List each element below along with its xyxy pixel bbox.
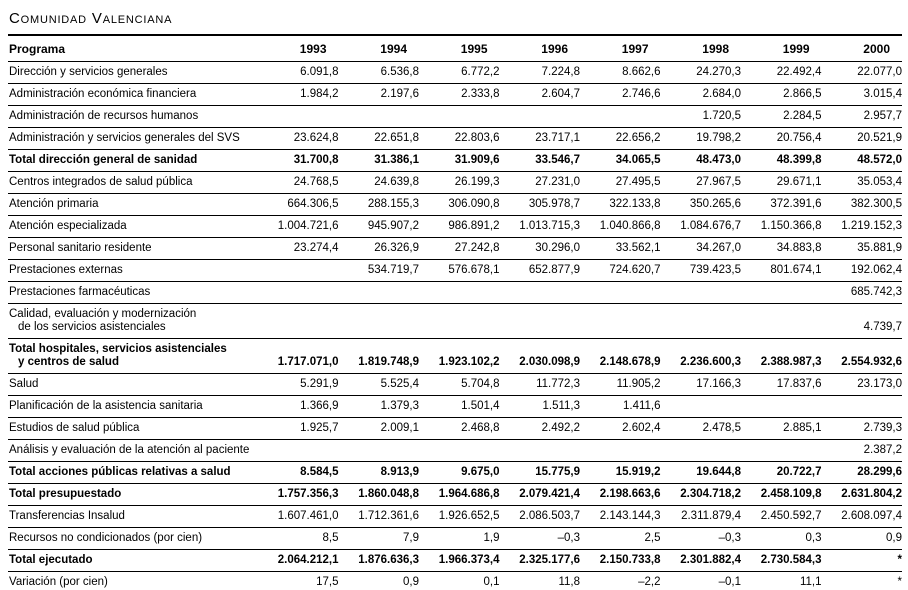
value-cell [661,304,742,339]
value-cell [661,282,742,304]
column-header-year: 1998 [661,35,742,62]
value-cell: 1.004.721,6 [258,216,339,238]
value-cell: 2.325.177,6 [500,550,581,572]
value-cell: 2.333,8 [419,84,500,106]
value-cell: 20.722,7 [741,462,822,484]
program-label-line1: Salud [9,378,39,390]
table-row [8,216,902,238]
program-label [8,339,258,374]
program-label [8,484,258,506]
program-label [8,150,258,172]
value-cell: 5.704,8 [419,374,500,396]
table-row [8,440,902,462]
value-cell: 2.079.421,4 [500,484,581,506]
value-cell [258,282,339,304]
program-label-line1: Prestaciones farmacéuticas [9,286,151,298]
value-cell [339,106,420,128]
value-cell: 2.957,7 [822,106,903,128]
program-label-line1: Prestaciones externas [9,264,123,276]
value-cell: 1.411,6 [580,396,661,418]
value-cell: 986.891,2 [419,216,500,238]
program-label-line1: Personal sanitario residente [9,242,152,254]
value-cell [661,396,742,418]
value-cell: 2.554.932,6 [822,339,903,374]
value-cell [419,304,500,339]
value-cell: 2.150.733,8 [580,550,661,572]
table-row [8,528,902,550]
value-cell: 2.030.098,9 [500,339,581,374]
value-cell: 382.300,5 [822,194,903,216]
value-cell: 2.301.882,4 [661,550,742,572]
value-cell: 11,1 [741,572,822,590]
program-label-line1: Total dirección general de sanidad [9,154,198,166]
value-cell: 322.133,8 [580,194,661,216]
value-cell: 1.876.636,3 [339,550,420,572]
value-cell: 2.478,5 [661,418,742,440]
budget-table [8,34,902,590]
table-row [8,106,902,128]
value-cell: 23.717,1 [500,128,581,150]
table-row [8,374,902,396]
region-title: Comunidad Valenciana [9,10,173,27]
program-label-line1: Total hospitales, servicios asistenciales [9,343,227,355]
value-cell: 2.387,2 [822,440,903,462]
program-label [8,128,258,150]
value-cell: 34.883,8 [741,238,822,260]
value-cell: 801.674,1 [741,260,822,282]
program-label-line1: Calidad, evaluación y modernización [9,308,197,320]
value-cell: 8.584,5 [258,462,339,484]
value-cell: 664.306,5 [258,194,339,216]
value-cell: 23.274,4 [258,238,339,260]
value-cell: 35.053,4 [822,172,903,194]
value-cell: 33.546,7 [500,150,581,172]
program-label [8,440,258,462]
value-cell: 2.492,2 [500,418,581,440]
value-cell: 20.756,4 [741,128,822,150]
table-row [8,282,902,304]
value-cell: 30.296,0 [500,238,581,260]
value-cell [339,304,420,339]
value-cell [741,304,822,339]
table-row [8,304,902,339]
value-cell: 685.742,3 [822,282,903,304]
value-cell: 1.925,7 [258,418,339,440]
value-cell: 8.662,6 [580,62,661,84]
value-cell [661,440,742,462]
column-header-year: 1995 [419,35,500,62]
value-cell: 2.064.212,1 [258,550,339,572]
value-cell: 0,1 [419,572,500,590]
value-cell [500,304,581,339]
value-cell: 24.270,3 [661,62,742,84]
table-row [8,462,902,484]
value-cell: 48.572,0 [822,150,903,172]
value-cell [741,396,822,418]
column-header-year: 1999 [741,35,822,62]
value-cell: 2.746,6 [580,84,661,106]
value-cell: * [822,550,903,572]
value-cell: 0,3 [741,528,822,550]
program-label-line1: Total ejecutado [9,554,93,566]
program-label-line1: Atención primaria [9,198,99,210]
program-label [8,194,258,216]
value-cell: 22.651,8 [339,128,420,150]
value-cell: 2.866,5 [741,84,822,106]
program-label [8,304,258,339]
value-cell: 1.717.071,0 [258,339,339,374]
table-row [8,84,902,106]
value-cell: 2.143.144,3 [580,506,661,528]
value-cell: 8,5 [258,528,339,550]
value-cell: 350.265,6 [661,194,742,216]
value-cell: 31.386,1 [339,150,420,172]
value-cell: 2.684,0 [661,84,742,106]
value-cell [580,440,661,462]
value-cell [419,282,500,304]
program-label [8,462,258,484]
table-row [8,396,902,418]
value-cell: 2,5 [580,528,661,550]
value-cell: 17.166,3 [661,374,742,396]
value-cell [419,440,500,462]
value-cell: 22.656,2 [580,128,661,150]
value-cell [339,282,420,304]
value-cell: 1.964.686,8 [419,484,500,506]
value-cell: 1.219.152,3 [822,216,903,238]
value-cell: 724.620,7 [580,260,661,282]
value-cell: 2.739,3 [822,418,903,440]
table-row [8,339,902,374]
column-header-year: 1997 [580,35,661,62]
program-label-line1: Recursos no condicionados (por cien) [9,532,203,544]
value-cell: 48.399,8 [741,150,822,172]
value-cell: 534.719,7 [339,260,420,282]
value-cell [258,440,339,462]
value-cell: 7.224,8 [500,62,581,84]
value-cell [258,260,339,282]
value-cell: 0,9 [822,528,903,550]
value-cell [822,396,903,418]
program-label-line1: Administración y servicios generales del SVS [9,132,240,144]
table-row [8,484,902,506]
value-cell: 1.712.361,6 [339,506,420,528]
value-cell [500,282,581,304]
header-row [8,35,902,62]
program-label-line1: Dirección y servicios generales [9,66,168,78]
program-label [8,550,258,572]
table-row [8,260,902,282]
program-label-line1: Planificación de la asistencia sanitaria [9,400,203,412]
value-cell: 34.267,0 [661,238,742,260]
program-label [8,396,258,418]
value-cell: 576.678,1 [419,260,500,282]
value-cell: 23.624,8 [258,128,339,150]
value-cell: 2.304.718,2 [661,484,742,506]
value-cell: 1.511,3 [500,396,581,418]
value-cell: 0,9 [339,572,420,590]
value-cell [258,304,339,339]
value-cell: 27.242,8 [419,238,500,260]
value-cell [741,282,822,304]
value-cell [500,106,581,128]
value-cell [580,304,661,339]
value-cell: –0,3 [661,528,742,550]
program-label [8,506,258,528]
program-label-line1: Atención especializada [9,220,127,232]
value-cell: 1,9 [419,528,500,550]
value-cell: 15.775,9 [500,462,581,484]
table-row [8,572,902,590]
value-cell: –0,1 [661,572,742,590]
value-cell: 1.926.652,5 [419,506,500,528]
program-label-line1: Total presupuestado [9,488,122,500]
value-cell: 4.739,7 [822,304,903,339]
program-label [8,282,258,304]
value-cell: –0,3 [500,528,581,550]
value-cell: 11.772,3 [500,374,581,396]
column-header-year: 2000 [822,35,903,62]
table-row [8,550,902,572]
table-body [8,62,902,590]
value-cell: 27.495,5 [580,172,661,194]
program-label-line1: Análisis y evaluación de la atención al paciente [9,444,250,456]
value-cell: 31.700,8 [258,150,339,172]
value-cell: 2.608.097,4 [822,506,903,528]
value-cell [339,440,420,462]
column-header-year: 1996 [500,35,581,62]
value-cell: 11.905,2 [580,374,661,396]
value-cell: 2.604,7 [500,84,581,106]
table-row [8,128,902,150]
value-cell: 2.148.678,9 [580,339,661,374]
value-cell: 22.803,6 [419,128,500,150]
value-cell: 2.009,1 [339,418,420,440]
program-label-line2: de los servicios asistenciales [18,321,166,333]
program-label [8,62,258,84]
value-cell: 24.768,5 [258,172,339,194]
value-cell: 11,8 [500,572,581,590]
value-cell: 2.458.109,8 [741,484,822,506]
table-row [8,506,902,528]
value-cell: 17,5 [258,572,339,590]
value-cell [258,106,339,128]
value-cell [419,106,500,128]
value-cell: 1.040.866,8 [580,216,661,238]
value-cell: 288.155,3 [339,194,420,216]
value-cell: 306.090,8 [419,194,500,216]
table-row [8,194,902,216]
value-cell: 2.631.804,2 [822,484,903,506]
table-row [8,238,902,260]
value-cell: 1.984,2 [258,84,339,106]
value-cell: 2.197,6 [339,84,420,106]
value-cell: 9.675,0 [419,462,500,484]
table-row [8,418,902,440]
value-cell: 305.978,7 [500,194,581,216]
value-cell: 31.909,6 [419,150,500,172]
value-cell: 20.521,9 [822,128,903,150]
value-cell: 26.199,3 [419,172,500,194]
value-cell: 35.881,9 [822,238,903,260]
value-cell: 372.391,6 [741,194,822,216]
value-cell: 1.757.356,3 [258,484,339,506]
value-cell: 1.923.102,2 [419,339,500,374]
value-cell: 1.013.715,3 [500,216,581,238]
value-cell: 2.602,4 [580,418,661,440]
program-label [8,374,258,396]
value-cell: –2,2 [580,572,661,590]
value-cell: 2.284,5 [741,106,822,128]
value-cell: 48.473,0 [661,150,742,172]
value-cell: 1.607.461,0 [258,506,339,528]
value-cell: 27.967,5 [661,172,742,194]
value-cell: 1.379,3 [339,396,420,418]
value-cell: 15.919,2 [580,462,661,484]
value-cell: 24.639,8 [339,172,420,194]
value-cell: 652.877,9 [500,260,581,282]
value-cell: 3.015,4 [822,84,903,106]
program-label [8,106,258,128]
program-label-line1: Estudios de salud pública [9,422,140,434]
value-cell: 5.291,9 [258,374,339,396]
value-cell: 34.065,5 [580,150,661,172]
column-header-year: 1994 [339,35,420,62]
program-label [8,260,258,282]
value-cell: 33.562,1 [580,238,661,260]
value-cell: 7,9 [339,528,420,550]
program-label-line1: Total acciones públicas relativas a salud [9,466,231,478]
value-cell: 1.501,4 [419,396,500,418]
value-cell: 2.198.663,6 [580,484,661,506]
value-cell: 28.299,6 [822,462,903,484]
program-label [8,216,258,238]
value-cell: 27.231,0 [500,172,581,194]
table-row [8,62,902,84]
value-cell: 1.150.366,8 [741,216,822,238]
value-cell: 2.468,8 [419,418,500,440]
value-cell: 22.492,4 [741,62,822,84]
value-cell: 2.311.879,4 [661,506,742,528]
value-cell: 26.326,9 [339,238,420,260]
column-header-programa: Programa [8,35,258,62]
value-cell: 739.423,5 [661,260,742,282]
program-label-line1: Administración de recursos humanos [9,110,199,122]
program-label [8,572,258,590]
value-cell: 2.730.584,3 [741,550,822,572]
value-cell: 22.077,0 [822,62,903,84]
value-cell: 19.798,2 [661,128,742,150]
program-label [8,172,258,194]
value-cell [580,282,661,304]
value-cell: 1.084.676,7 [661,216,742,238]
value-cell: 945.907,2 [339,216,420,238]
value-cell: 19.644,8 [661,462,742,484]
program-label [8,418,258,440]
table-header [8,35,902,62]
value-cell: 6.091,8 [258,62,339,84]
value-cell: 192.062,4 [822,260,903,282]
value-cell: 1.860.048,8 [339,484,420,506]
table-row [8,172,902,194]
value-cell: 1.366,9 [258,396,339,418]
value-cell: 2.236.600,3 [661,339,742,374]
table-row [8,150,902,172]
value-cell [500,440,581,462]
program-label-line1: Variación (por cien) [9,576,108,588]
value-cell [580,106,661,128]
value-cell: 6.536,8 [339,62,420,84]
value-cell: 6.772,2 [419,62,500,84]
program-label [8,84,258,106]
program-label-line1: Centros integrados de salud pública [9,176,193,188]
program-label-line2: y centros de salud [18,356,119,368]
value-cell: 2.388.987,3 [741,339,822,374]
value-cell: 23.173,0 [822,374,903,396]
value-cell: 29.671,1 [741,172,822,194]
program-label-line1: Transferencias Insalud [9,510,125,522]
value-cell: 1.720,5 [661,106,742,128]
value-cell: 1.966.373,4 [419,550,500,572]
value-cell: 2.885,1 [741,418,822,440]
value-cell: 17.837,6 [741,374,822,396]
value-cell: 2.086.503,7 [500,506,581,528]
value-cell: 1.819.748,9 [339,339,420,374]
program-label [8,528,258,550]
value-cell: * [822,572,903,590]
column-header-year: 1993 [258,35,339,62]
value-cell: 2.450.592,7 [741,506,822,528]
value-cell [741,440,822,462]
value-cell: 5.525,4 [339,374,420,396]
program-label-line1: Administración económica financiera [9,88,197,100]
value-cell: 8.913,9 [339,462,420,484]
program-label [8,238,258,260]
